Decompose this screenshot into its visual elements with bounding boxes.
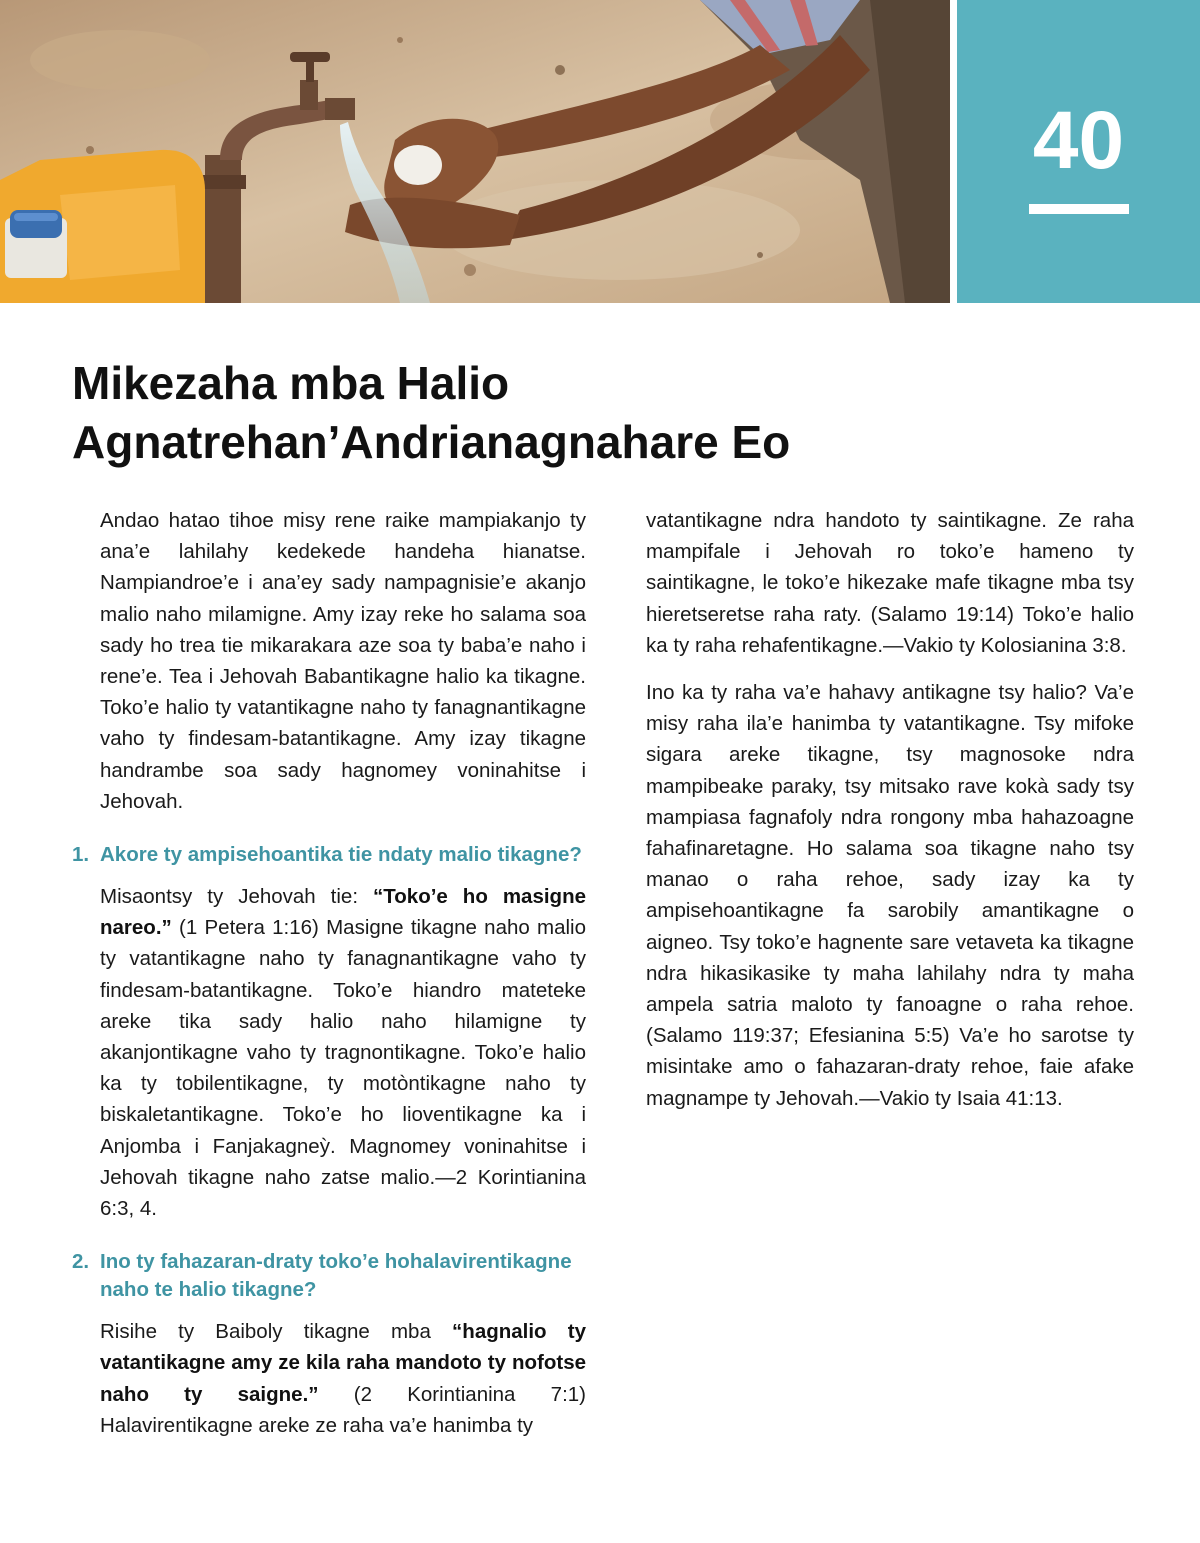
lesson-number: 40 — [1032, 95, 1125, 186]
section-1-quote: “Toko’e ho masigne nareo.” — [100, 885, 586, 940]
section-number-2: 2. — [72, 1250, 90, 1274]
section-number-1: 1. — [72, 843, 90, 867]
page-title-line1: Mikezaha mba Halio — [72, 357, 510, 409]
section-heading-text-2: Ino ty fahazaran-draty toko’e hohalavirentikagne naho te halio tikagne? — [100, 1250, 572, 1302]
section-2-body-part1: (2 Korintianina 7:1) Halavirentikagne areke ze raha va’e hanimba ty — [100, 1382, 587, 1437]
section-2-lead: Risihe ty Baiboly tikagne mba — [100, 1320, 453, 1344]
page-title-line2: Agnatrehan’Andrianagnahare Eo — [72, 416, 791, 468]
section-1-lead: Misaontsy ty Jehovah tie: — [100, 885, 374, 909]
right-column — [646, 505, 1134, 1130]
section-heading-2 — [72, 1248, 586, 1304]
section-1-paragraph — [100, 881, 586, 1224]
intro-paragraph: Andao hatao tihoe misy rene raike mampiakanjo ty ana’e lahilahy kedekede handeha hianatse. Nampiandroe’e i ana’ey sady nampagnisie’e akanjo malio naho milamigne. Amy izay reke ho salama soa sady ho trea tie mikarakara aze soa ty baba’e naho i rene’e. Tea i Jehovah Babantikagne halio ka tikagne. Toko’e halio ty vatantikagne naho ty fanagnantikagne vaho ty findesam-batantikagne. Amy izay tikagne handrambe soa sady hagnomey voninahitse i Jehovah. — [100, 509, 586, 813]
section-2-paragraph-2: Ino ka ty raha va’e hahavy antikagne tsy halio? Va’e misy raha ila’e hanimba ty vatantikagne. Tsy mifoke sigara areke tikagne, tsy magnosoke ndra mampibeake paraky, tsy mitsako rave kokà sady tsy mampiasa fagnafoly ndra rongony mba hahazoagne fahafinaretagne. Ho salama soa tikagne naho tsy manao o raha rehoe, sady izay ka ty ampisehoantikagne fa sarobily amantikagne o aigneo. Tsy toko’e hagnente sare vetaveta ka tikagne ndra hikasikasike ty maha lahilahy ndra ty maha ampela satria maloto ty fanoagne o raha rehoe. (Salamo 119:37; Efesianina 5:5) Va’e ho sarotse ty misintake amo o fahazaran-draty rehoe, faie afake magnampe ty Jehovah.—Vakio ty Isaia 41:13. — [646, 681, 1134, 1110]
lesson-number-underline — [1029, 204, 1129, 214]
section-2-paragraph-start — [100, 1316, 586, 1441]
section-heading-1 — [72, 841, 586, 869]
left-column — [72, 505, 587, 1457]
lesson-number-panel — [957, 0, 1200, 303]
section-2-quote: “hagnalio ty vatantikagne amy ze kila raha mandoto ty nofotse naho ty saigne.” — [100, 1320, 586, 1406]
handwashing-illustration — [0, 0, 950, 303]
hero-image — [0, 0, 950, 303]
section-heading-text-1: Akore ty ampisehoantika tie ndaty malio tikagne? — [100, 843, 582, 867]
section-2-paragraph-continued: vatantikagne ndra handoto ty saintikagne. Ze raha mampifale i Jehovah ro toko’e hameno ty saintikagne, le toko’e hikezake mafe tikagne mba tsy hieretseretse raha raty. (Salamo 19:14) Toko’e halio ka ty raha rehafentikagne.—Vakio ty Kolosianina 3:8. — [646, 509, 1134, 657]
page-title — [72, 354, 952, 472]
section-1-body: (1 Petera 1:16) Masigne tikagne naho malio ty vatantikagne naho ty fanagnantikagne vaho ty findesam-batantikagne. Toko’e hiandro mateteke areke tika sady halio naho hilamigne ty akanjontikagne vaho ty tragnontikagne. Toko’e halio ka ty tobilentikagne, ty motòntikagne naho ty biskaletantikagne. Toko’e ho lioventikagne ka i Anjomba i Fanjakagneỳ. Magnomey voninahitse i Jehovah tikagne naho zatse malio.—2 Korintianina 6:3, 4. — [100, 916, 586, 1221]
